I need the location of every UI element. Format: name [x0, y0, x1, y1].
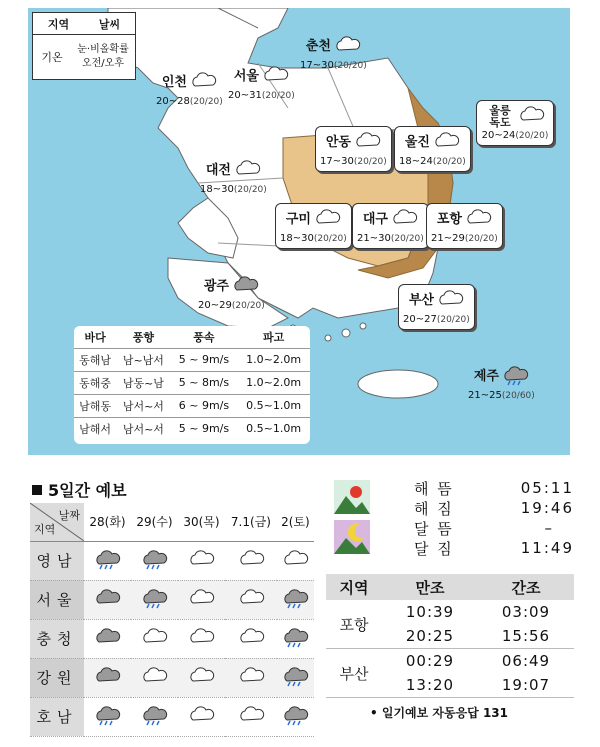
square-bullet-icon	[32, 485, 42, 495]
city-chuncheon	[300, 34, 367, 72]
sea-cell: 1.0~2.0m	[237, 371, 310, 394]
tide-header-low: 간조	[511, 578, 541, 597]
rain-icon	[501, 364, 529, 390]
city-uljin	[394, 126, 471, 172]
sea-row	[74, 394, 310, 417]
city-prob: (20/20)	[515, 131, 549, 141]
city-pohang	[426, 203, 503, 249]
legend-region: 지역	[47, 17, 70, 31]
sea-header: 바다	[74, 326, 116, 348]
sea-cell: 5 ~ 9m/s	[171, 417, 238, 440]
rain-icon	[131, 697, 178, 736]
city-gumi	[275, 203, 352, 249]
forecast-day: 29(수)	[131, 503, 178, 541]
city-prob: (20/20)	[333, 61, 367, 71]
city-prob: (20/20)	[464, 234, 498, 244]
sea-cell: 1.0~2.0m	[237, 348, 310, 371]
forecast-region: 영남	[30, 541, 84, 580]
legend-ampm: 오전/오후	[81, 58, 124, 69]
city-name: 대전	[205, 163, 231, 178]
gray-cloud-icon	[84, 658, 131, 697]
sunrise-label: 해 뜸	[414, 479, 454, 498]
cloud-icon	[225, 619, 277, 658]
tide-region: 부산	[339, 664, 369, 683]
city-name: 서울	[233, 69, 259, 84]
rain-icon	[277, 619, 314, 658]
cloud-icon	[353, 130, 381, 156]
rain-icon	[277, 697, 314, 736]
legend-prob: 눈·비올확률	[77, 44, 129, 55]
city-name: 울진	[404, 135, 430, 150]
sea-cell: 남서~서	[116, 417, 170, 440]
city-prob: (20/20)	[233, 185, 267, 195]
forecast-day: 28(화)	[84, 503, 131, 541]
tide-time: 06:49	[501, 652, 551, 670]
cloud-icon	[178, 580, 225, 619]
tide-time: 03:09	[501, 603, 551, 621]
city-temp: 17~30	[320, 156, 354, 167]
forecast-row	[30, 619, 314, 658]
forecast-day: 2(토)	[277, 503, 314, 541]
cloud-icon	[225, 697, 277, 736]
sea-header: 풍속	[171, 326, 238, 348]
gray-cloud-icon	[84, 580, 131, 619]
city-temp: 18~30	[280, 233, 314, 244]
city-temp: 18~30	[200, 184, 234, 195]
tide-time: 10:39	[405, 603, 455, 621]
cloud-icon	[225, 541, 277, 580]
tide-time: 00:29	[405, 652, 455, 670]
rain-icon	[277, 580, 314, 619]
moon-icon	[334, 520, 370, 554]
forecast-row	[30, 697, 314, 736]
five-day-forecast-table	[30, 503, 314, 737]
corner-region-label: 지역	[34, 522, 56, 536]
tide-group	[326, 600, 574, 649]
city-name: 광주	[203, 279, 229, 294]
city-ulleung	[476, 100, 554, 146]
city-seoul	[228, 64, 295, 102]
city-daegu	[352, 203, 429, 249]
cloud-icon	[432, 130, 460, 156]
cloud-icon	[333, 34, 361, 60]
forecast-corner	[30, 503, 84, 541]
cloud-icon	[178, 658, 225, 697]
city-jeju	[468, 364, 535, 402]
moonset-label: 달 짐	[414, 539, 454, 558]
rain-icon	[277, 658, 314, 697]
forecast-region: 서울	[30, 580, 84, 619]
legend-temp: 기온	[41, 51, 63, 64]
cloud-icon	[436, 288, 464, 314]
rain-icon	[84, 697, 131, 736]
city-prob: (20/20)	[390, 234, 424, 244]
cloud-icon	[313, 207, 341, 233]
city-prob: (20/60)	[501, 391, 535, 401]
sea-header-row	[74, 326, 310, 348]
forecast-title-text: 5일간 예보	[48, 481, 127, 500]
city-temp: 21~25	[468, 390, 502, 401]
city-temp: 17~30	[300, 60, 334, 71]
sea-cell: 0.5~1.0m	[237, 417, 310, 440]
auto-response-note: • 일기예보 자동응답 131	[370, 706, 508, 720]
moonrise-label: 달 뜸	[414, 519, 454, 538]
forecast-region: 강원	[30, 658, 84, 697]
legend-weather: 날씨	[98, 17, 121, 31]
sea-cell: 남해동	[74, 394, 116, 417]
cloud-icon	[131, 619, 178, 658]
weather-map	[28, 8, 570, 455]
cloud-icon	[189, 70, 217, 96]
city-temp: 18~24	[399, 156, 433, 167]
sea-cell: 동해남	[74, 348, 116, 371]
sea-cell: 동해중	[74, 371, 116, 394]
cloud-icon	[390, 207, 418, 233]
cloud-icon	[131, 658, 178, 697]
sea-cell: 0.5~1.0m	[237, 394, 310, 417]
forecast-region: 충청	[30, 619, 84, 658]
city-name: 안동	[325, 135, 351, 150]
sea-header: 풍향	[116, 326, 170, 348]
cloud-icon	[464, 207, 492, 233]
sea-header: 파고	[237, 326, 310, 348]
city-prob: (20/20)	[261, 91, 295, 101]
city-name: 포항	[436, 212, 462, 227]
tide-time: 20:25	[405, 627, 455, 645]
sea-row	[74, 417, 310, 440]
rain-icon	[131, 541, 178, 580]
gray-cloud-icon	[84, 619, 131, 658]
sea-conditions-table	[74, 326, 310, 444]
moonrise-time: –	[544, 519, 554, 537]
city-name: 제주	[473, 369, 499, 384]
tide-region: 포항	[339, 615, 369, 634]
tide-header-high: 만조	[415, 578, 445, 597]
sunrise-icon	[334, 480, 370, 514]
city-prob: (20/20)	[432, 157, 466, 167]
cloud-icon	[178, 541, 225, 580]
corner-date-label: 날짜	[58, 509, 80, 522]
forecast-header-row	[30, 503, 314, 541]
city-prob: (20/20)	[231, 301, 265, 311]
cloud-icon	[178, 619, 225, 658]
tide-time: 15:56	[501, 627, 551, 645]
forecast-row	[30, 658, 314, 697]
sea-cell: 6 ~ 9m/s	[171, 394, 238, 417]
tide-group	[326, 649, 574, 698]
city-temp: 20~24	[481, 130, 516, 141]
sea-cell: 5 ~ 9m/s	[171, 348, 238, 371]
sea-cell: 5 ~ 8m/s	[171, 371, 238, 394]
city-gwangju	[198, 274, 265, 312]
sea-cell: 남~남서	[116, 348, 170, 371]
cloud-icon	[233, 158, 261, 184]
city-temp: 20~28	[156, 96, 190, 107]
tide-time: 13:20	[405, 676, 455, 694]
city-temp: 21~30	[357, 233, 391, 244]
city-temp: 20~29	[198, 300, 232, 311]
city-name: 부산	[408, 293, 434, 308]
tide-table	[326, 574, 574, 698]
city-prob: (20/20)	[436, 315, 470, 325]
city-name: 대구	[362, 212, 388, 227]
tide-header	[326, 574, 574, 600]
city-prob: (20/20)	[313, 234, 347, 244]
forecast-day: 30(목)	[178, 503, 225, 541]
city-name: 인천	[161, 75, 187, 90]
tide-time: 19:07	[501, 676, 551, 694]
forecast-row	[30, 541, 314, 580]
city-incheon	[156, 70, 223, 108]
sea-row	[74, 371, 310, 394]
map-legend	[32, 12, 136, 80]
forecast-day: 7.1(금)	[225, 503, 277, 541]
city-andong	[315, 126, 392, 172]
forecast-row	[30, 580, 314, 619]
forecast-region: 호남	[30, 697, 84, 736]
sun-moon-times	[330, 478, 574, 558]
forecast-title	[32, 478, 127, 501]
sea-cell: 남서~서	[116, 394, 170, 417]
city-temp: 21~29	[431, 233, 465, 244]
moonset-time: 11:49	[520, 539, 574, 557]
cloud-icon	[178, 697, 225, 736]
cloud-icon	[225, 658, 277, 697]
city-name: 울릉독도	[489, 104, 511, 129]
city-daejeon	[200, 158, 267, 196]
rain-icon	[84, 541, 131, 580]
cloud-icon	[277, 541, 314, 580]
sunrise-time: 05:11	[520, 479, 574, 497]
tide-header-region: 지역	[339, 578, 369, 597]
city-temp: 20~27	[403, 314, 437, 325]
cloud-icon	[261, 64, 289, 90]
sunset-label: 해 짐	[414, 499, 454, 518]
cloud-icon	[517, 104, 545, 130]
city-busan	[398, 284, 475, 330]
gray-cloud-icon	[231, 274, 259, 300]
sunset-time: 19:46	[520, 499, 574, 517]
rain-icon	[131, 580, 178, 619]
cloud-icon	[225, 580, 277, 619]
city-prob: (20/20)	[353, 157, 387, 167]
city-name: 구미	[285, 212, 311, 227]
sea-cell: 남해서	[74, 417, 116, 440]
sea-row	[74, 348, 310, 371]
sea-cell: 남동~남	[116, 371, 170, 394]
city-temp: 20~31	[228, 90, 262, 101]
city-prob: (20/20)	[189, 97, 223, 107]
city-name: 춘천	[305, 39, 331, 54]
